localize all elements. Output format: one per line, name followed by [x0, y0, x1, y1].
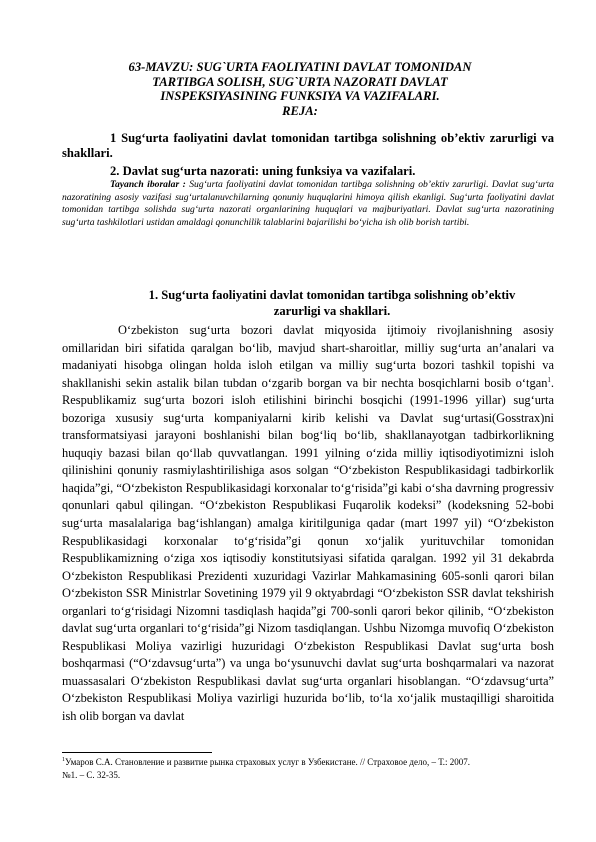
- body-paragraph: [62, 322, 554, 726]
- footnote-separator: [62, 752, 212, 753]
- footnote: [62, 756, 542, 781]
- footnote-marker: 1: [62, 757, 65, 763]
- footnote-reference: 1: [547, 375, 551, 384]
- topic-title: 63-MAVZU: SUG`URTA FAOLIYATINI DAVLAT TOMONIDAN TARTIBGA SOLISH, SUG`URTA NAZORATI DAVLAT INSPEKSIYASINING FUNKSIYA VA VAZIFALARI. REJA:: [128, 60, 472, 118]
- footnote-text: Умаров С.А. Становление и развитие рынка страховых услуг в Узбекистане. // Страховое дело, – Т.: 2007. №1. – С. 32-35.: [62, 757, 471, 780]
- section-heading: 1. Sug‘urta faoliyatini davlat tomonidan tartibga solishning ob’ektiv zarurligi va shakllari.: [148, 288, 516, 318]
- body-text-part-1: O‘zbekiston sug‘urta bozori davlat miqyosida ijtimoiy rivojlanishning asosiy omillaridan biri sifatida qaralgan bo‘lib, mavjud shart-sharoitlar, milliy sug‘urta an’analari va madaniyati hisobga olingan holda isloh etilgan va milliy sug‘urta bozori tashkil topishi va shakllanishi sekin astalik bilan tubdan o‘zgarib borgan va bir nechta bosqichlarni bosib o‘tgan: [62, 323, 554, 390]
- plan-item-2: 2. Davlat sug‘urta nazorati: uning funksiya va vazifalari.: [110, 164, 416, 178]
- key-terms-paragraph: [62, 179, 554, 229]
- key-terms-label: Tayanch iboralar :: [110, 179, 186, 190]
- key-terms-text: Sug‘urta faoliyatini davlat tomonidan tartibga solishning ob’ektiv zarurligi. Davlat sug‘urta nazoratining asosiy vazifasi sug‘urtalanuvchilarning qonuniy huquqlarini himoya qilish ekanligi. Sug‘urta faoliyatini davlat tomonidan tartibga solishda sug‘urta nazorati organlarining huquqlari va majburiyatlari. Davlat sug‘urta nazoratining sug‘urta tashkilotlari ustidan amaldagi qonunchilik talablarini bajarilishi bo‘yicha ish olib borish tartibi.: [62, 179, 554, 228]
- body-text-part-2: . Respublikamiz sug‘urta bozori isloh etilishini birinchi bosqichi (1991-1996 yillar) sug‘urta bozoriga xususiy sug‘urta kompaniyalarni kirib kelishi va Davlat sug‘urtasi(Gosstrax)ni transformatsiyasi jarayoni boshlanishi bilan bog‘liq bo‘lib, shakllanayotgan tadbirkorlikning huquqiy bazasi bilan qo‘llab quvvatlangan. 1991 yilning o‘zida milliy iqtisodiyotimizni isloh qilinishini qonuniy rasmiylashtirilishiga asos solgan “O‘zbekiston Respublikasidagi tadbirkorlik haqida”gi, “O‘zbekiston Respublikasidagi korxonalar to‘g‘risida”gi kabi o‘sha davrning progressiv qonunlari qabul qilingan. “O‘zbekiston Respublikasi Fuqarolik kodeksi” (kodeksning 52-bobi sug‘urta masalalariga bag‘ishlangan) amalga kiritilguniga qadar (mart 1997 yil) “O‘zbekiston Respublikasidagi korxonalar to‘g‘risida”gi qonun xo‘jalik yurituvchilar tomonidan Respublikamizning o‘ziga xos iqtisodiy konstitutsiyasi sifatida qaralgan. 1992 yil 31 dekabrda O‘zbekiston Respublikasi Prezidenti xuzuridagi Vazirlar Mahkamasining 605-sonli qarori bilan O‘zbekiston SSR Ministrlar Sovetining 1979 yil 9 oktyabrdagi “O‘zbekiston SSR davlat tekshirish organlari to‘g‘risidagi Nizomni tasdiqlash haqida”gi 700-sonli qarori bekor qilinib, “O‘zbekiston davlat sug‘urta organlari to‘g‘risida”gi Nizom tasdiqlangan. Ushbu Nizomga muvofiq O‘zbekiston Respublikasi Moliya vazirligi huzuridagi O‘zbekiston Respublikasi Davlat sug‘urta bosh boshqarmasi (“O‘zdavsug‘urta”) va unga bo‘ysunuvchi davlat sug‘urta boshqarmalari va nazorat muassasalari O‘zbekiston Respublikasi davlat sug‘urta organlari hisoblangan. “O‘zdavsug‘urta” O‘zbekiston Respublikasi Moliya vazirligi huzurida bo‘lib, to‘la xo‘jalik mustaqilligi sharoitida ish olib borgan va davlat: [62, 375, 554, 724]
- plan-item-1: 1 Sug‘urta faoliyatini davlat tomonidan tartibga solishning ob’ektiv zarurligi va shakllari.: [62, 131, 554, 161]
